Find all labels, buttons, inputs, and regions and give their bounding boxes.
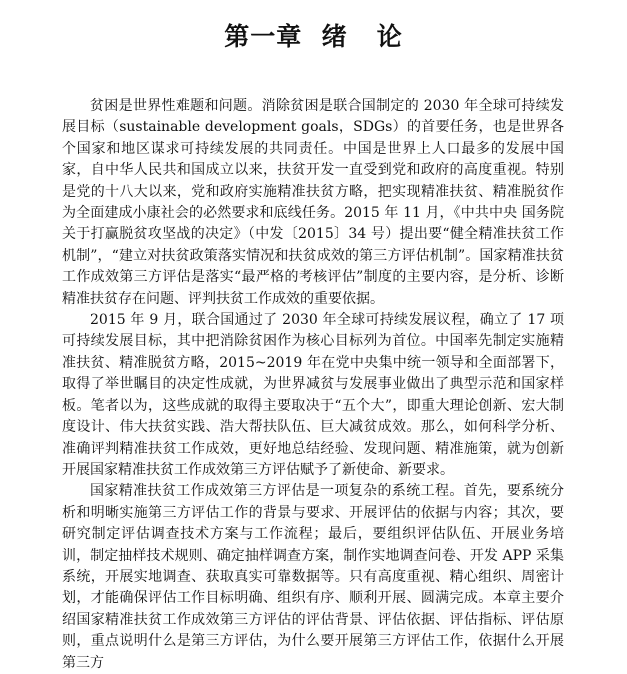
paragraph-3: 国家精准扶贫工作成效第三方评估是一项复杂的系统工程。首先，要系统分析和明晰实施第三方评估工作的背景与要求、开展评估的依据与内容；其次，要研究制定评估调查技术方案与工作流程；最后，要组织评估队伍、开展业务培训，制定抽样技术规则、确定抽样调查方案，制作实地调查问卷、开发 APP 采集系统，开展实地调查、获取真实可靠数据等。只有高度重视、精心组织、周密计划，才能确保评估工作目标明确、组织有序、顺利开展、圆满完成。本章主要介绍国家精准扶贫工作成效第三方评估的评估背景、评估依据、评估指标、评估原则，重点说明什么是第三方评估，为什么要开展第三方评估工作，依据什么开展第三方 [62, 483, 564, 671]
chapter-title: 第一章 绪 论 [224, 21, 403, 51]
paragraph-1: 贫困是世界性难题和问题。消除贫困是联合国制定的 2030 年全球可持续发展目标（sustainable development goals，SDGs）的首要任务，也是世界各个国家和地区谋求可持续发展的共同责任。中国是世界上人口最多的发展中国家，自中华人民共和国成立以来，扶贫开发一直受到党和政府的高度重视。特别是党的十八大以来，党和政府实施精准扶贫方略，把实现精准扶贫、精准脱贫作为全面建成小康社会的必然要求和底线任务。2015 年 11 月，《中共中央 国务院关于打赢脱贫攻坚战的决定》（中发〔2015〕34 号）提出要“健全精准扶贫工作机制”，“建立对扶贫政策落实情况和扶贫成效的第三方评估机制”。国家精准扶贫工作成效第三方评估是落实“最严格的考核评估”制度的主要内容，是分析、诊断精准扶贫存在问题、评判扶贫工作成效的重要依据。 [62, 98, 564, 307]
body-text [62, 96, 564, 674]
paragraph-2: 2015 年 9 月，联合国通过了 2030 年全球可持续发展议程，确立了 17 项可持续发展目标，其中把消除贫困作为核心目标列为首位。中国率先制定实施精准扶贫、精准脱贫方略，2015~2019 年在党中央集中统一领导和全面部署下，取得了举世瞩目的决定性成就，为世界减贫与发展事业做出了典型示范和国家样板。笔者以为，这些成就的取得主要取决于“五个大”，即重大理论创新、宏大制度设计、伟大扶贫实践、浩大帮扶队伍、巨大减贫成效。那么，如何科学分析、准确评判精准扶贫工作成效，更好地总结经验、发现问题、精准施策，就为创新开展国家精准扶贫工作成效第三方评估赋予了新使命、新要求。 [62, 312, 564, 478]
